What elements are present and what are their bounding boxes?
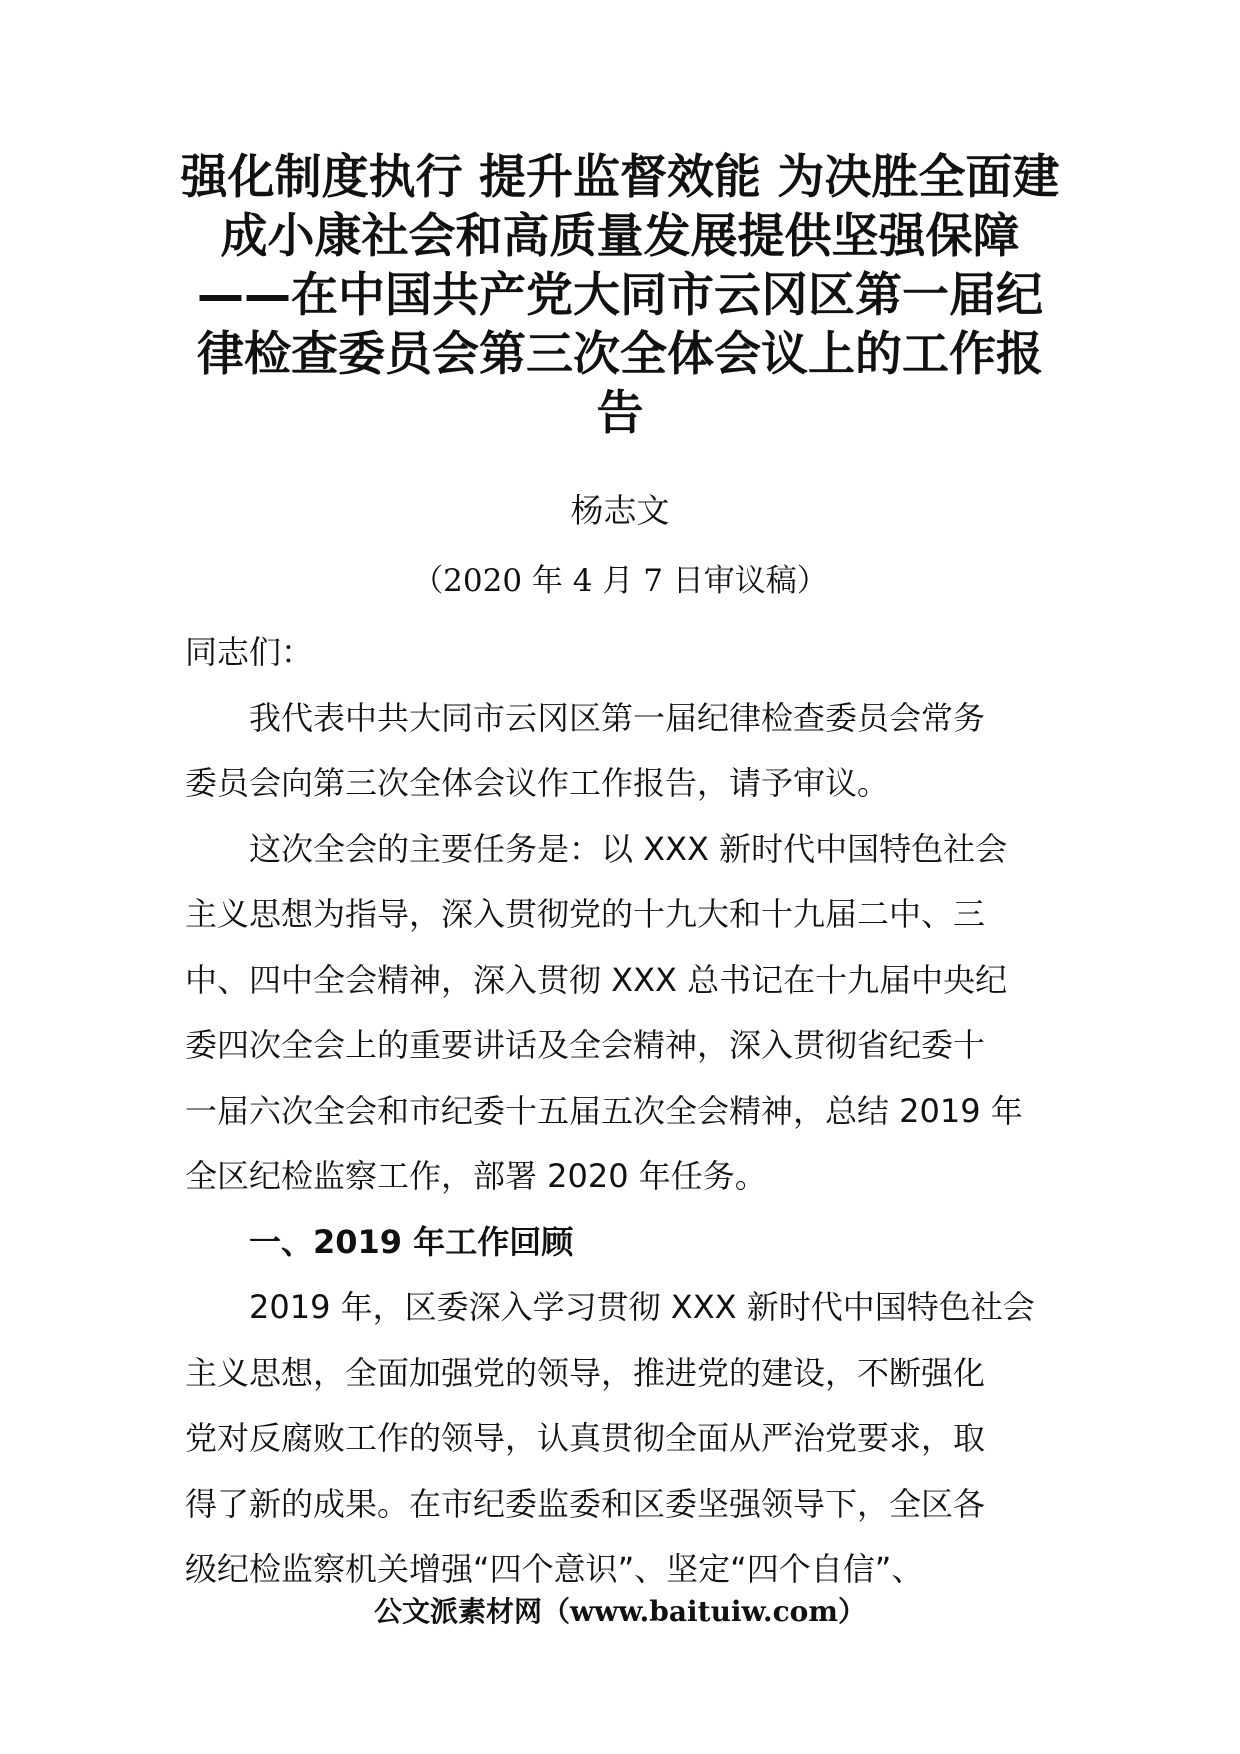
draft-date: （2020 年 4 月 7 日审议稿） [412, 563, 828, 599]
paragraph-line: 党对反腐败工作的领导，认真贯彻全面从严治党要求，取 [185, 1419, 986, 1457]
author-name: 杨志文 [570, 491, 670, 530]
paragraph-1 [185, 686, 1055, 817]
paragraph-line: 2019 年，区委深入学习贯彻 XXX 新时代中国特色社会 [249, 1288, 1035, 1326]
document-title [175, 148, 1065, 443]
document-body [185, 620, 1055, 1603]
title-line: 强化制度执行 提升监督效能 为决胜全面建 [180, 150, 1060, 205]
title-line: 律检查委员会第三次全体会议上的工作报 [197, 327, 1043, 382]
paragraph-3 [185, 1275, 1055, 1603]
paragraph-line: 主义思想为指导，深入贯彻党的十九大和十九届二中、三 [185, 895, 986, 933]
paragraph-line: 这次全会的主要任务是：以 XXX 新时代中国特色社会 [249, 829, 1008, 868]
paragraph-line: 中、四中全会精神，深入贯彻 XXX 总书记在十九届中央纪 [185, 960, 1008, 999]
paragraph-line: 主义思想，全面加强党的领导，推进党的建设，不断强化 [185, 1353, 986, 1392]
paragraph-2 [185, 817, 1055, 1210]
paragraph-line: 委员会向第三次全体会议作工作报告，请予审议。 [185, 764, 890, 802]
title-line: 成小康社会和高质量发展提供坚强保障 [220, 209, 1020, 264]
paragraph-line: 级纪检监察机关增强“四个意识”、坚定“四个自信”、 [185, 1550, 924, 1588]
title-line: ——在中国共产党大同市云冈区第一届纪 [197, 268, 1043, 323]
paragraph-line: 一届六次全会和市纪委十五届五次全会精神，总结 2019 年 [185, 1091, 1023, 1130]
paragraph-line: 我代表中共大同市云冈区第一届纪律检查委员会常务 [249, 698, 986, 737]
paragraph-line: 全区纪检监察工作，部署 2020 年任务。 [185, 1157, 767, 1195]
salutation: 同志们： [185, 633, 314, 671]
paragraph-line: 得了新的成果。在市纪委监委和区委坚强领导下，全区各 [185, 1484, 986, 1523]
section-heading: 一、2019 年工作回顾 [249, 1222, 574, 1261]
title-line: 告 [596, 386, 644, 441]
footer-watermark: 公文派素材网（www.baituiw.com） [374, 1595, 866, 1628]
paragraph-line: 委四次全会上的重要讲话及全会精神，深入贯彻省纪委十 [185, 1026, 986, 1064]
